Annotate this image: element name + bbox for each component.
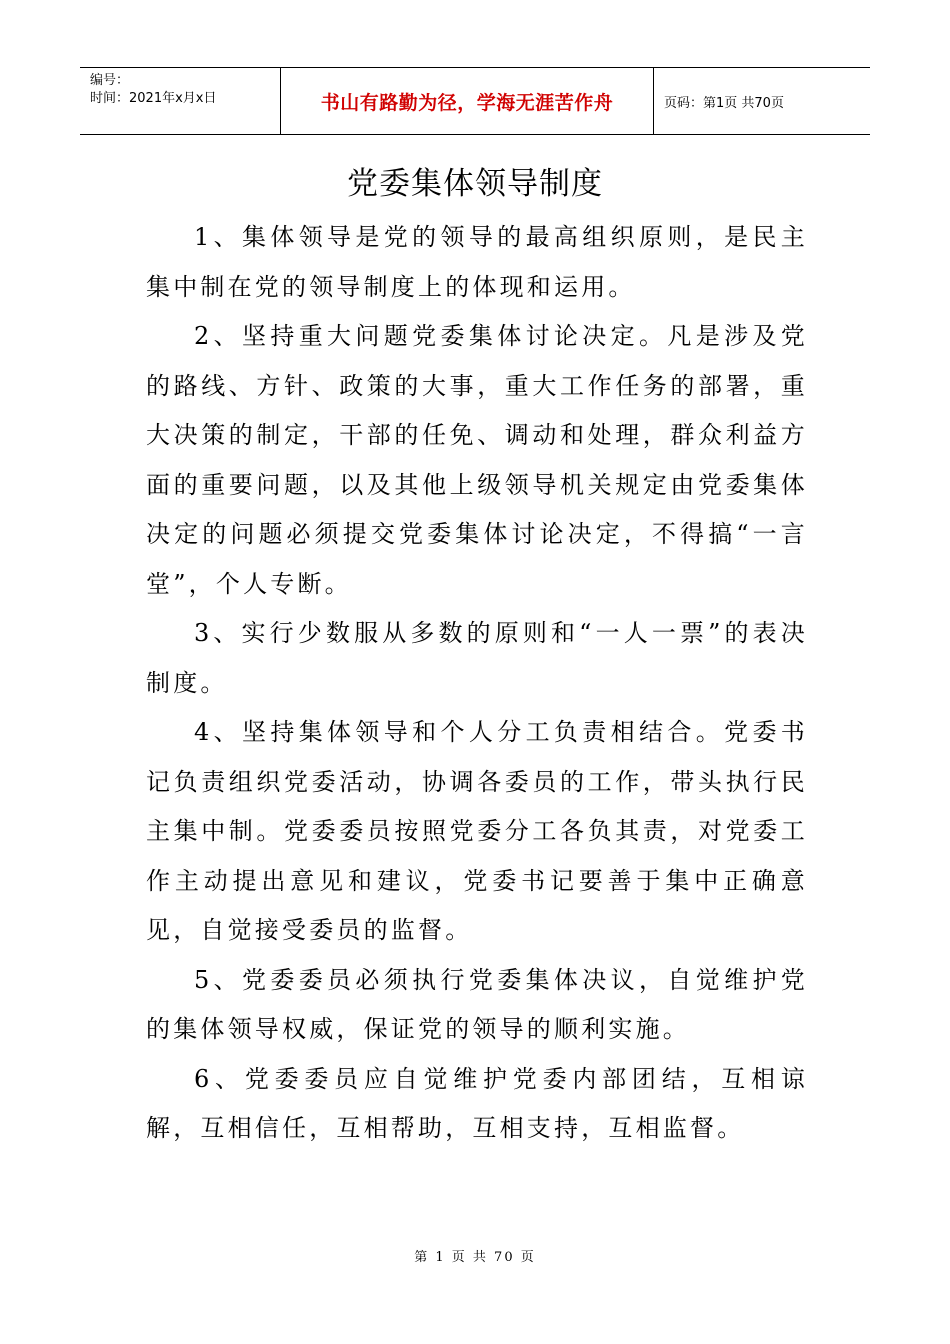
page-header [80,67,870,135]
paragraph-1: 1、集体领导是党的领导的最高组织原则，是民主集中制在党的领导制度上的体现和运用。 [146,223,808,301]
paragraph-3: 3、实行少数服从多数的原则和“一人一票”的表决制度。 [146,619,808,697]
paragraph-4: 4、坚持集体领导和个人分工负责相结合。党委书记负责组织党委活动，协调各委员的工作，带头执行民主集中制。党委委员按照党委分工各负其责，对党委工作主动提出意见和建议，党委书记要善于集中正确意见，自觉接受委员的监督。 [146,718,808,944]
document-time-label: 时间：2021年x月x日 [90,91,217,106]
document-number-label: 编号： [90,73,130,88]
paragraph-6: 6、党委委员应自觉维护党委内部团结，互相谅解，互相信任，互相帮助，互相支持，互相监督。 [146,1064,808,1142]
paragraph-5: 5、党委委员必须执行党委集体决议，自觉维护党的集体领导权威，保证党的领导的顺利实施。 [146,965,808,1043]
paragraph-2: 2、坚持重大问题党委集体讨论决定。凡是涉及党的路线、方针、政策的大事，重大工作任务的部署，重大决策的制定，干部的任免、调动和处理，群众利益方面的重要问题，以及其他上级领导机关规定由党委集体决定的问题必须提交党委集体讨论决定，不得搞“一言堂”，个人专断。 [146,322,808,598]
header-motto: 书山有路勤为径，学海无涯苦作舟 [280,68,654,134]
header-page-info: 页码：第1页 共70页 [664,95,784,111]
header-meta [80,68,280,134]
document-title: 党委集体领导制度 [347,166,603,202]
document-body [146,213,808,1154]
page-footer: 第 1 页 共 70 页 [414,1250,536,1265]
